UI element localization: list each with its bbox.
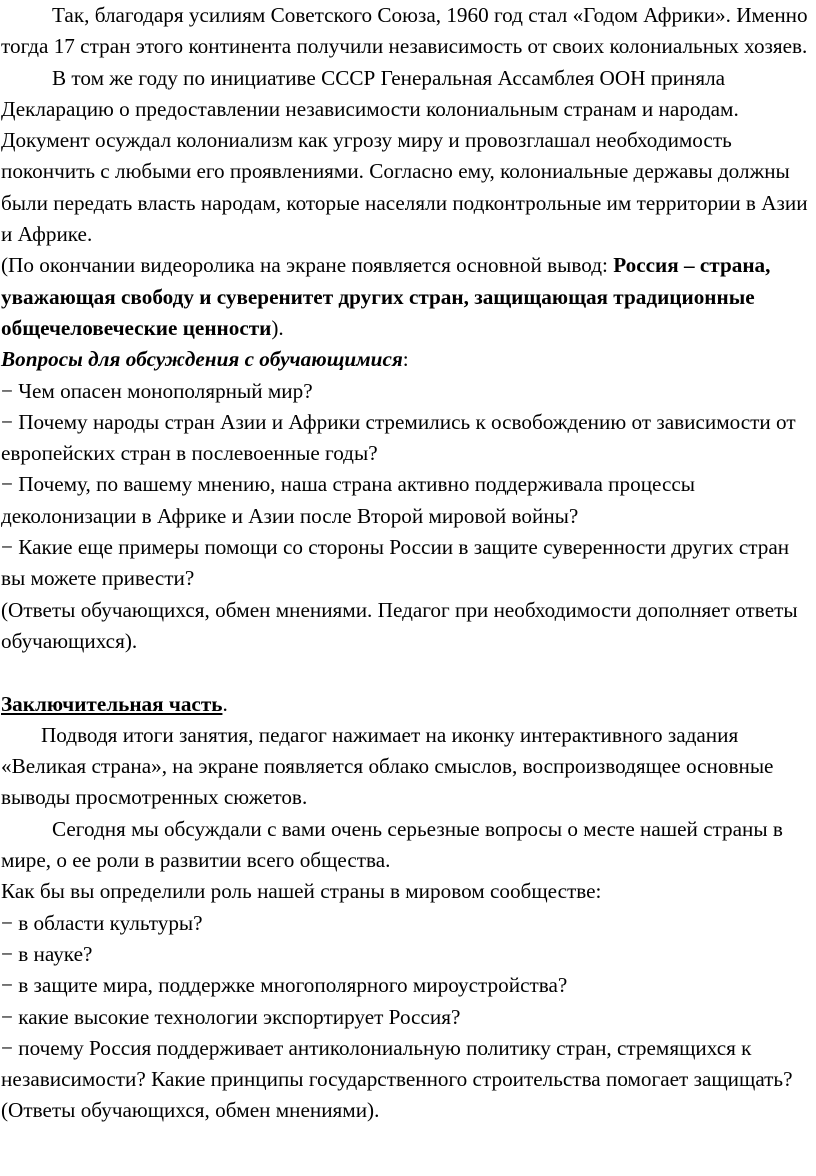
question-item: − Почему народы стран Азии и Африки стремились к освобождению от зависимости от европейских стран в послевоенные годы? xyxy=(1,409,796,466)
conclusion-bold-text: Россия – страна, уважающая свободу и суверенитет других стран, защищающая традиционные общечеловеческие ценности xyxy=(1,253,771,340)
blank-line xyxy=(1,657,810,688)
paragraph-summary: Подводя итоги занятия, педагог нажимает на иконку интерактивного задания «Великая страна», на экране появляется облако смыслов, воспроизводящее основные выводы просмотренных сюжетов. xyxy=(1,722,774,810)
final-list-item: − почему Россия поддерживает антиколониальную политику стран, стремящихся к независимости? Какие принципы государственного строительства помогает защищать? xyxy=(1,1035,793,1092)
questions-heading-text: Вопросы для обсуждения с обучающимися xyxy=(1,347,403,372)
final-heading-text: Заключительная часть xyxy=(1,691,223,716)
answers-note-final: (Ответы обучающихся, обмен мнениями). xyxy=(1,1098,380,1123)
final-section-heading xyxy=(1,689,810,720)
paragraph-un-declaration: В том же году по инициативе СССР Генеральная Ассамблея ООН приняла Декларацию о предоставлении независимости колониальным странам и народам. Документ осуждал колониализм как угрозу миру и провозглашал необходимость покончить с любыми его проявлениями. Согласно ему, колониальные державы должны были передать власть народам, которые населяли подконтрольные им территории в Азии и Африке. xyxy=(1,65,808,247)
paragraph-main-conclusion xyxy=(1,250,810,344)
final-list-item: − в защите мира, поддержке многополярного мироустройства? xyxy=(1,973,568,998)
question-item: − Какие еще примеры помощи со стороны России в защите суверенности других стран вы можете привести? xyxy=(1,535,790,591)
conclusion-suffix: ). xyxy=(271,315,284,340)
question-item: − Почему, по вашему мнению, наша страна активно поддерживала процессы деколонизации в Африке и Азии после Второй мировой войны? xyxy=(1,472,696,528)
final-list-item: − какие высокие технологии экспортирует Россия? xyxy=(1,1004,461,1029)
questions-heading xyxy=(1,344,810,375)
final-list-item: − в науке? xyxy=(1,941,93,966)
paragraph-today-discussed: Сегодня мы обсуждали с вами очень серьезные вопросы о месте нашей страны в мире, о ее роли в развитии всего общества. xyxy=(1,816,783,873)
paragraph-role-question: Как бы вы определили роль нашей страны в мировом сообществе: xyxy=(1,879,602,904)
paragraph-year-of-africa: Так, благодаря усилиям Советского Союза, 1960 год стал «Годом Африки». Именно тогда 17 стран этого континента получили независимость от своих колониальных хозяев. xyxy=(1,3,808,59)
final-list-item: − в области культуры? xyxy=(1,910,203,935)
question-item: − Чем опасен монополярный мир? xyxy=(1,378,313,403)
conclusion-prefix: (По окончании видеоролика на экране появляется основной вывод: xyxy=(1,253,614,278)
questions-heading-colon: : xyxy=(402,347,409,372)
answers-note: (Ответы обучающихся, обмен мнениями. Педагог при необходимости дополняет ответы обучающихся). xyxy=(1,597,798,653)
final-heading-dot: . xyxy=(222,691,228,716)
